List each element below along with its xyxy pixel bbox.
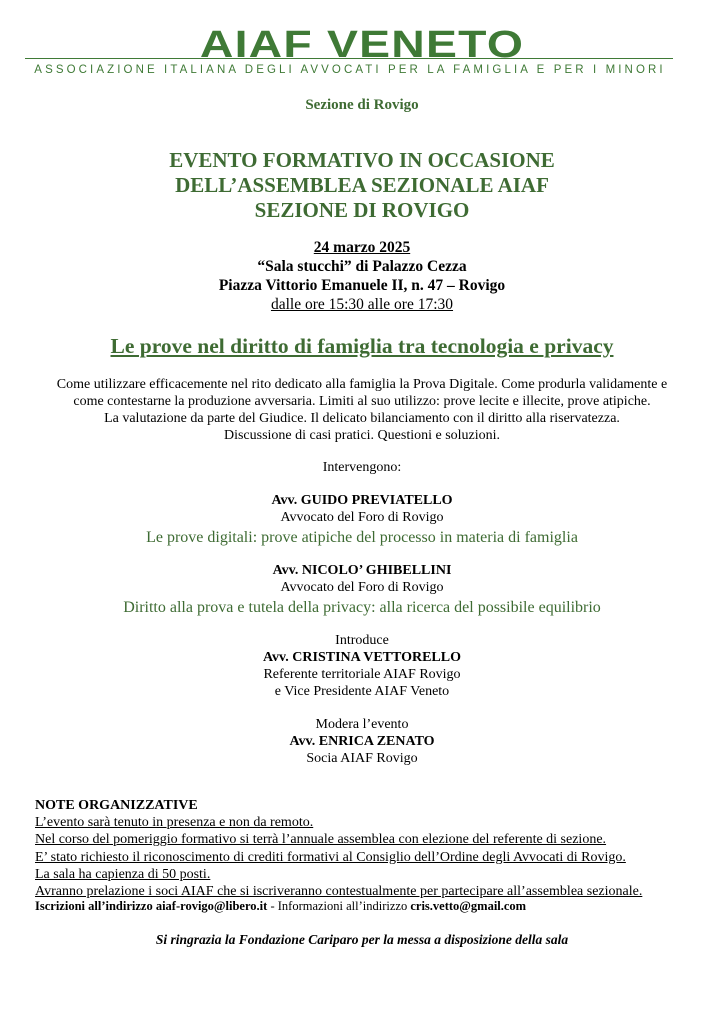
introducer-role: Referente territoriale AIAF Rovigo bbox=[263, 667, 461, 682]
moderator-block bbox=[0, 716, 724, 767]
event-subject: Le prove nel diritto di famiglia tra tecnologia e privacy bbox=[110, 334, 614, 358]
note-line: Nel corso del pomeriggio formativo si terrà l’annuale assemblea con elezione del referente di sezione. bbox=[35, 832, 607, 848]
introducer-name: Avv. CRISTINA VETTORELLO bbox=[262, 650, 461, 665]
note-line: Avranno prelazione i soci AIAF che si iscriveranno contestualmente per partecipare all’assemblea sezionale. bbox=[35, 884, 643, 900]
event-date: 24 marzo 2025 bbox=[313, 239, 411, 256]
acknowledgement: Si ringrazia la Fondazione Cariparo per la messa a disposizione della sala bbox=[155, 932, 569, 947]
section-label: Sezione di Rovigo bbox=[305, 97, 419, 113]
association-name: ASSOCIAZIONE ITALIANA DEGLI AVVOCATI PER LA FAMIGLIA E PER I MINORI bbox=[34, 64, 666, 76]
speaker-name: Avv. GUIDO PREVIATELLO bbox=[271, 493, 453, 508]
logo-divider bbox=[25, 58, 673, 59]
introducer-role: e Vice Presidente AIAF Veneto bbox=[274, 684, 450, 699]
title-line: DELL’ASSEMBLEA SEZIONALE AIAF bbox=[175, 173, 549, 197]
moderator-role: Socia AIAF Rovigo bbox=[306, 751, 418, 766]
registration-info bbox=[35, 899, 526, 914]
logo-text: AIAF VENETO bbox=[199, 24, 525, 66]
event-description bbox=[0, 376, 724, 444]
note-line: E’ stato richiesto il riconoscimento di crediti formativi al Consiglio dell’Ordine degli Avvocati di Rovigo. bbox=[35, 849, 626, 865]
event-time: dalle ore 15:30 alle ore 17:30 bbox=[270, 296, 454, 313]
description-line: Discussione di casi pratici. Questioni e soluzioni. bbox=[223, 428, 501, 443]
speaker-block bbox=[0, 562, 724, 618]
moderator-label: Modera l’evento bbox=[315, 717, 409, 732]
speaker-role: Avvocato del Foro di Rovigo bbox=[280, 510, 444, 525]
description-line: La valutazione da parte del Giudice. Il delicato bilanciamento con il diritto alla riservatezza. bbox=[104, 411, 620, 426]
title-line: SEZIONE DI ROVIGO bbox=[254, 198, 470, 222]
title-line: EVENTO FORMATIVO IN OCCASIONE bbox=[169, 148, 555, 172]
registration-text: Iscrizioni all’indirizzo aiaf-rovigo@libero.it bbox=[35, 899, 268, 913]
description-line: Come utilizzare efficacemente nel rito dedicato alla famiglia la Prova Digitale. Come produrla validamente e bbox=[56, 377, 668, 392]
info-label: Informazioni all’indirizzo bbox=[277, 899, 408, 913]
speaker-role: Avvocato del Foro di Rovigo bbox=[280, 580, 444, 595]
speaker-talk: Diritto alla prova e tutela della privacy: alla ricerca del possibile equilibrio bbox=[123, 599, 601, 616]
logo bbox=[0, 24, 724, 66]
event-venue: “Sala stucchi” di Palazzo Cezza bbox=[257, 258, 467, 275]
speaker-talk: Le prove digitali: prove atipiche del processo in materia di famiglia bbox=[146, 529, 578, 546]
note-line: L’evento sarà tenuto in presenza e non da remoto. bbox=[35, 815, 314, 831]
info-email[interactable]: cris.vetto@gmail.com bbox=[410, 899, 527, 913]
introducer-block bbox=[0, 632, 724, 700]
organizational-notes bbox=[35, 797, 695, 900]
speaker-name: Avv. NICOLO’ GHIBELLINI bbox=[272, 563, 452, 578]
description-line: come contestarne la produzione avversaria. Limiti al suo utilizzo: prove lecite e illecite, prove atipiche. bbox=[73, 394, 651, 409]
speaker-block bbox=[0, 492, 724, 548]
speakers-heading: Intervengono: bbox=[322, 460, 402, 475]
moderator-name: Avv. ENRICA ZENATO bbox=[289, 734, 435, 749]
event-address: Piazza Vittorio Emanuele II, n. 47 – Rovigo bbox=[218, 277, 506, 294]
introducer-label: Introduce bbox=[335, 633, 389, 648]
registration-separator: - bbox=[267, 899, 278, 913]
event-info bbox=[0, 238, 724, 314]
event-title bbox=[0, 148, 724, 223]
notes-heading: NOTE ORGANIZZATIVE bbox=[35, 798, 198, 813]
note-line: La sala ha capienza di 50 posti. bbox=[35, 866, 211, 882]
